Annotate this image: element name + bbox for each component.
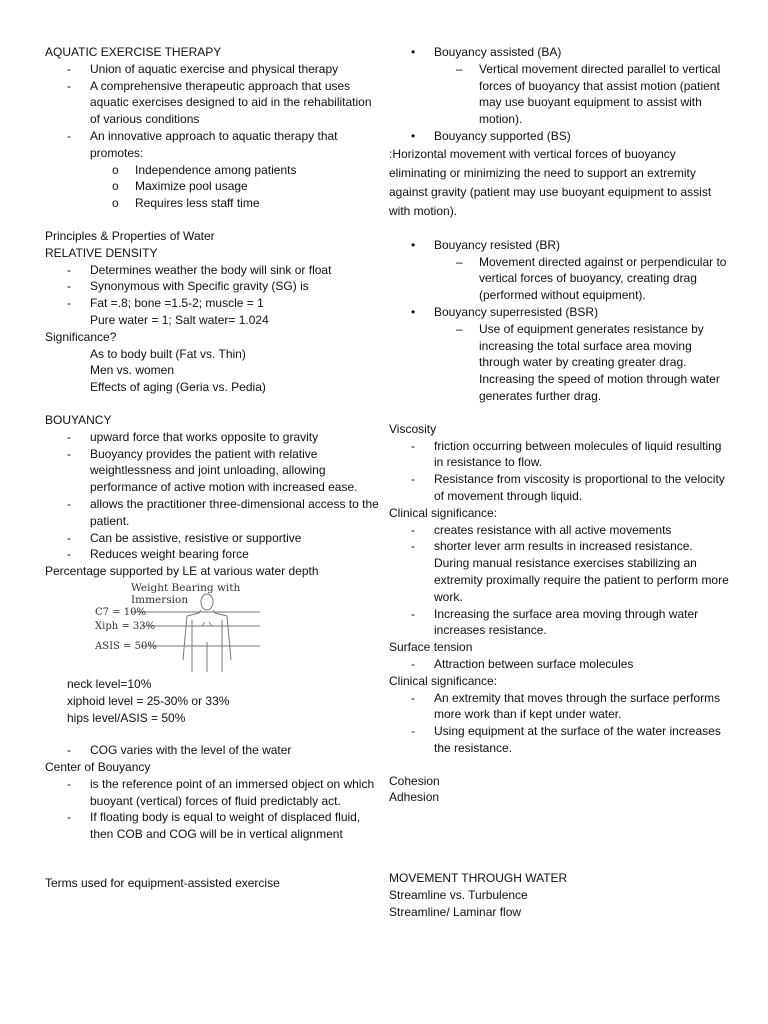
promotes-sub-item: o Maximize pool usage <box>45 178 380 195</box>
relative-density-heading: RELATIVE DENSITY <box>45 245 158 260</box>
significance-line: As to body built (Fat vs. Thin) <box>90 346 246 361</box>
level-line: xiphoid level = 25-30% or 33% <box>67 693 230 708</box>
surface-item: - Attraction between surface molecules <box>389 656 729 673</box>
density-continuation: Pure water = 1; Salt water= 1.024 <box>90 312 269 327</box>
center-item: - is the reference point of an immersed object on which buoyant (vertical) forces of fluid predictably act. <box>45 776 380 810</box>
level-line: hips level/ASIS = 50% <box>67 710 186 725</box>
intro-item: - A comprehensive therapeutic approach that uses aquatic exercises designed to aid in the rehabilitation of various conditions <box>45 78 380 128</box>
clinical-item: - creates resistance with all active movements <box>389 522 729 539</box>
center-item: - If floating body is equal to weight of displaced fluid, then COB and COG will be in vertical alignment <box>45 809 380 843</box>
density-item: - Synonymous with Specific gravity (SG) is <box>45 278 380 295</box>
ba-label: • Bouyancy assisted (BA) <box>389 44 729 61</box>
clinical-significance-label: Clinical significance: <box>389 505 498 520</box>
surface-tension-heading: Surface tension <box>389 640 473 655</box>
level-line: neck level=10% <box>67 676 152 691</box>
adhesion-heading: Adhesion <box>389 790 440 805</box>
significance-label: Significance? <box>45 329 117 344</box>
figure-label-c7: C7 = 10% <box>95 606 146 618</box>
streamline-laminar-heading: Streamline/ Laminar flow <box>389 904 522 919</box>
br-description: – Movement directed against or perpendicular to vertical forces of buoyancy, creating drag (performed without equipment). <box>389 254 729 304</box>
br-label: • Bouyancy resisted (BR) <box>389 237 729 254</box>
clinical-item: - shorter lever arm results in increased resistance. During manual resistance exercises stabilizing an extremity proximally require the patient to perform more work. <box>389 538 729 605</box>
percentage-heading: Percentage supported by LE at various water depth <box>45 564 319 579</box>
surface-clinical-item: - Using equipment at the surface of the water increases the resistance. <box>389 723 729 757</box>
left-column <box>45 44 380 892</box>
promotes-sub-item: o Independence among patients <box>45 162 380 179</box>
bsr-description: – Use of equipment generates resistance by increasing the total surface area moving through water by creating greater drag. Increasing the speed of motion through water generates further drag. <box>389 321 729 405</box>
bs-description: :Horizontal movement with vertical forces of buoyancy eliminating or minimizing the need to support an extremity against gravity (patient may use buoyant equipment to assist with motion). <box>389 146 712 218</box>
figure-title: Weight Bearing with Immersion <box>131 581 241 606</box>
terms-heading: Terms used for equipment-assisted exercise <box>45 876 280 891</box>
ba-description: – Vertical movement directed parallel to vertical forces of buoyancy that assist motion (patient may use buoyant equipment to assist with motion). <box>389 61 729 128</box>
bouyancy-item: - upward force that works opposite to gravity <box>45 429 380 446</box>
bs-label: • Bouyancy supported (BS) <box>389 128 729 145</box>
surface-clinical-item: - An extremity that moves through the surface performs more work than if kept under water. <box>389 690 729 724</box>
figure-label-asis: ASIS = 50% <box>95 640 157 652</box>
movement-heading: MOVEMENT THROUGH WATER <box>389 871 568 886</box>
weight-bearing-figure <box>95 582 295 674</box>
intro-item: - An innovative approach to aquatic therapy that promotes: <box>45 128 380 162</box>
center-heading: Center of Bouyancy <box>45 760 151 775</box>
bouyancy-item: - allows the practitioner three-dimensional access to the patient. <box>45 496 380 530</box>
intro-item: - Union of aquatic exercise and physical therapy <box>45 61 380 78</box>
density-item: - Determines weather the body will sink or float <box>45 262 380 279</box>
principles-heading: Principles & Properties of Water <box>45 228 215 243</box>
viscosity-item: - Resistance from viscosity is proportional to the velocity of movement through liquid. <box>389 471 729 505</box>
bouyancy-item: - Buoyancy provides the patient with relative weightlessness and joint unloading, allowing performance of active motion with increased ease. <box>45 446 380 496</box>
bouyancy-heading: BOUYANCY <box>45 412 112 427</box>
viscosity-item: - friction occurring between molecules of liquid resulting in resistance to flow. <box>389 438 729 472</box>
significance-line: Effects of aging (Geria vs. Pedia) <box>90 380 266 395</box>
clinical-item: - Increasing the surface area moving through water increases resistance. <box>389 606 729 640</box>
streamline-vs-turbulence: Streamline vs. Turbulence <box>389 888 528 903</box>
significance-line: Men vs. women <box>90 363 175 378</box>
bouyancy-item: - Reduces weight bearing force <box>45 546 380 563</box>
document-title: AQUATIC EXERCISE THERAPY <box>45 45 222 59</box>
right-column <box>389 44 729 921</box>
bsr-label: • Bouyancy superresisted (BSR) <box>389 304 729 321</box>
figure-label-xiph: Xiph = 33% <box>95 620 156 632</box>
bouyancy-item: - Can be assistive, resistive or supportive <box>45 530 380 547</box>
density-item: - Fat =.8; bone =1.5-2; muscle = 1 <box>45 295 380 312</box>
promotes-sub-item: o Requires less staff time <box>45 195 380 212</box>
clinical-significance-label-2: Clinical significance: <box>389 673 498 688</box>
cog-item: - COG varies with the level of the water <box>45 742 380 759</box>
viscosity-heading: Viscosity <box>389 421 437 436</box>
cohesion-heading: Cohesion <box>389 773 440 788</box>
